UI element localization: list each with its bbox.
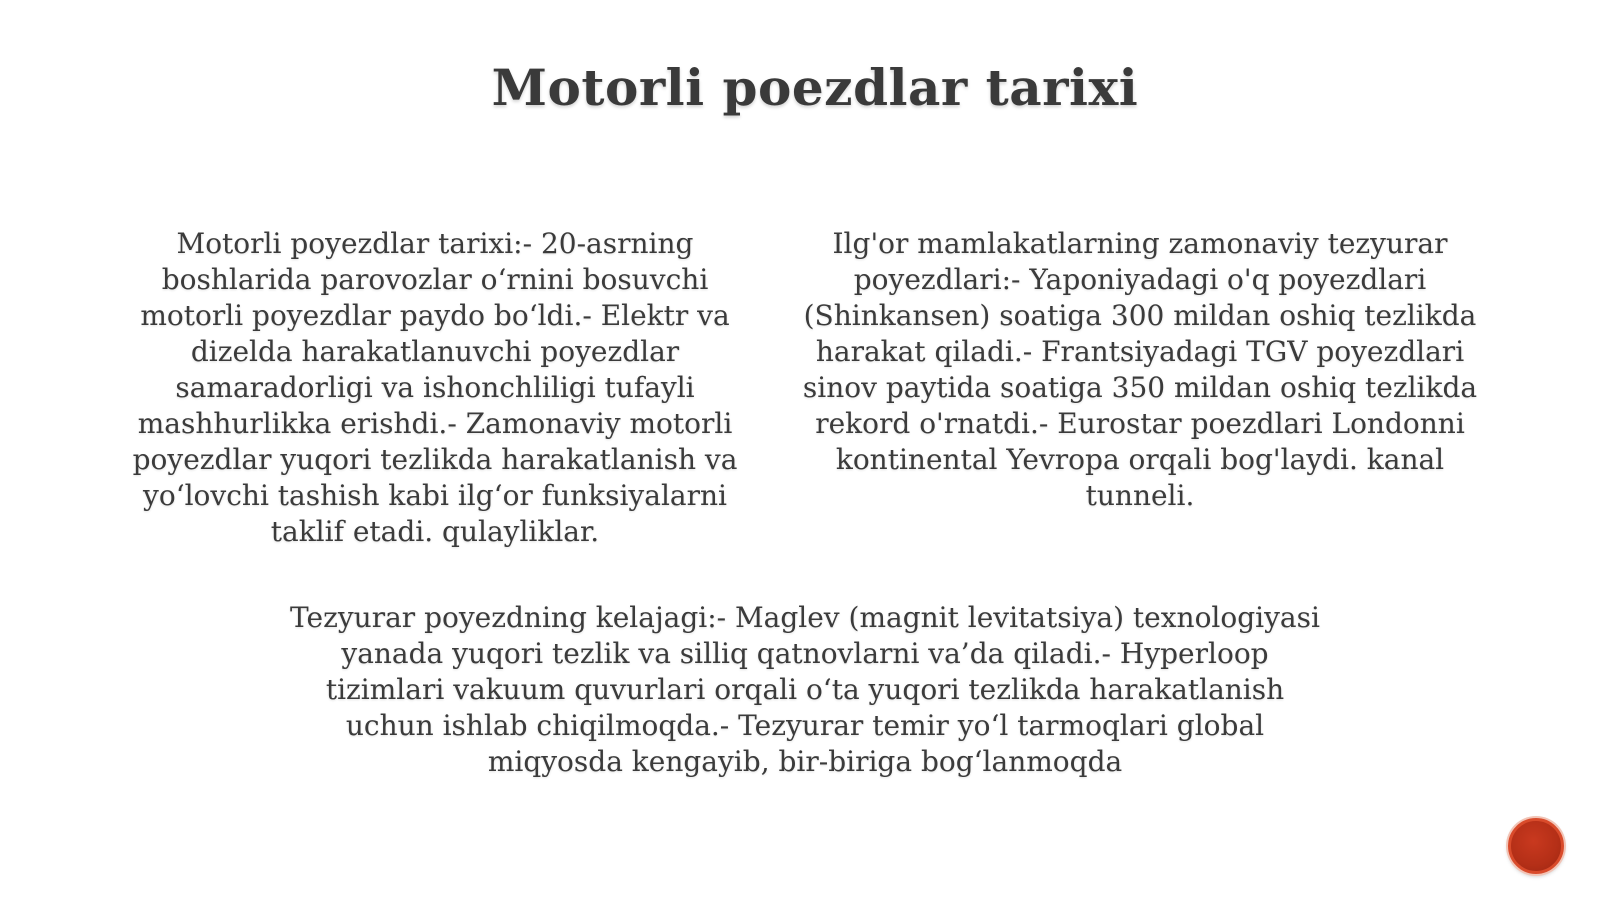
next-slide-circle-icon[interactable] <box>1508 818 1564 874</box>
bottom-text-block: Tezyurar poyezdning kelajagi:- Maglev (magnit levitatsiya) texnologiyasi yanada yuqori tezlik va silliq qatnovlarni va’da qiladi.- Hyperloop tizimlari vakuum quvurlari orqali o‘ta yuqori tezlikda harakatlanish uchun ishlab chiqilmoqda.- Tezyurar temir yo‘l tarmoqlari global miqyosda kengayib, bir-biriga bog‘lanmoqda <box>290 601 1320 778</box>
right-text-block: Ilg'or mamlakatlarning zamonaviy tezyurar poyezdlari:- Yaponiyadagi o'q poyezdlari (Shinkansen) soatiga 300 mildan oshiq tezlikda harakat qiladi.- Frantsiyadagi TGV poyezdlari sinov paytida soatiga 350 mildan oshiq tezlikda rekord o'rnatdi.- Eurostar poezdlari Londonni kontinental Yevropa orqali bog'laydi. kanal tunneli. <box>802 227 1478 512</box>
slide-title: Motorli poezdlar tarixi <box>491 58 1139 117</box>
left-text-block: Motorli poyezdlar tarixi:- 20-asrning boshlarida parovozlar o‘rnini bosuvchi motorli poyezdlar paydo bo‘ldi.- Elektr va dizelda harakatlanuvchi poyezdlar samaradorligi va ishonchliligi tufayli mashhurlikka erishdi.- Zamonaviy motorli poyezdlar yuqori tezlikda harakatlanish va yo‘lovchi tashish kabi ilg‘or funksiyalarni taklif etadi. qulayliklar. <box>132 227 738 548</box>
